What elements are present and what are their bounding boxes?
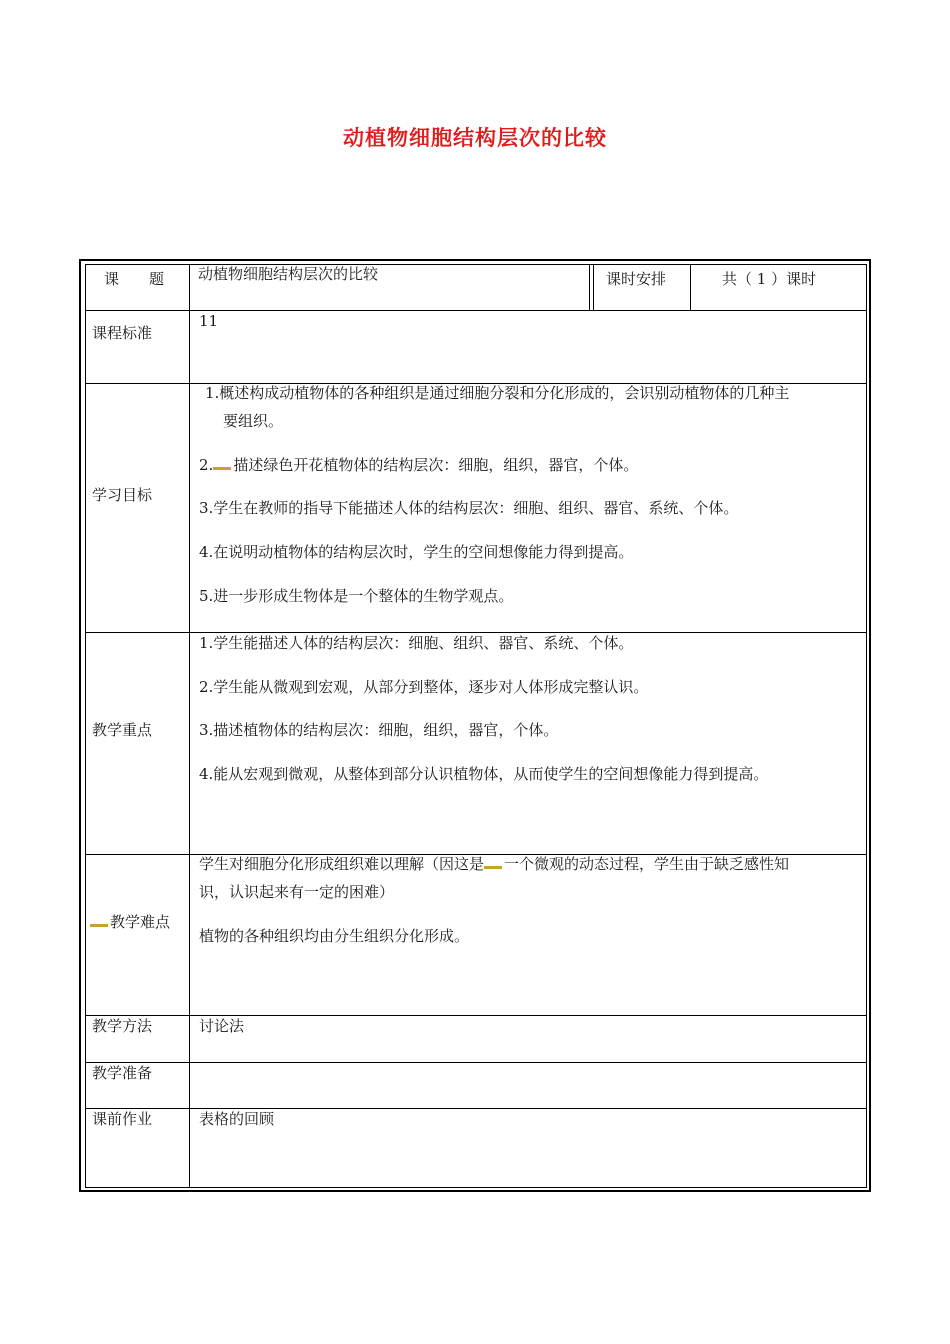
topic-value: 动植物细胞结构层次的比较 xyxy=(198,265,379,283)
label-difficulties xyxy=(90,911,170,933)
objective-1-cont: 要组织。 xyxy=(223,412,284,430)
label-preparation: 教学准备 xyxy=(92,1064,153,1082)
key-point-2: 2.学生能从微观到宏观，从部分到整体，逐步对人体形成完整认识。 xyxy=(199,678,649,696)
highlight-marker xyxy=(90,924,108,927)
header-column-divider xyxy=(593,264,594,310)
objective-5: 5.进一步形成生物体是一个整体的生物学观点。 xyxy=(199,587,514,605)
objective-2-text: 描述绿色开花植物体的结构层次：细胞，组织，器官，个体。 xyxy=(233,456,639,474)
key-point-4: 4.能从宏观到微观，从整体到部分认识植物体，从而使学生的空间想像能力得到提高。 xyxy=(199,765,769,783)
label-homework: 课前作业 xyxy=(92,1110,153,1128)
label-topic: 课 题 xyxy=(104,270,165,288)
objective-3: 3.学生在教师的指导下能描述人体的结构层次：细胞、组织、器官、系统、个体。 xyxy=(199,499,739,517)
label-key-points: 教学重点 xyxy=(92,721,153,739)
label-objectives: 学习目标 xyxy=(92,486,153,504)
row-divider xyxy=(85,1062,867,1063)
label-standard: 课程标准 xyxy=(92,324,153,342)
schedule-value: 共（ 1 ）课时 xyxy=(722,270,817,288)
objective-4: 4.在说明动植物体的结构层次时，学生的空间想像能力得到提高。 xyxy=(199,543,634,561)
label-schedule: 课时安排 xyxy=(606,270,667,288)
difficulty-line-1 xyxy=(199,853,789,875)
label-method: 教学方法 xyxy=(92,1017,153,1035)
method-value: 讨论法 xyxy=(199,1017,245,1035)
homework-value: 表格的回顾 xyxy=(199,1110,275,1128)
highlight-marker xyxy=(213,467,231,470)
key-point-3: 3.描述植物体的结构层次：细胞，组织，器官，个体。 xyxy=(199,721,559,739)
objective-2 xyxy=(199,454,638,476)
objective-2-number: 2. xyxy=(199,456,214,474)
standard-value: 11 xyxy=(199,312,219,330)
label-difficulties-text: 教学难点 xyxy=(110,913,171,931)
table-inner-right-line xyxy=(866,264,867,1188)
header-column-divider xyxy=(690,264,691,310)
table-inner-left-line xyxy=(85,264,86,1188)
table-inner-bottom-line xyxy=(85,1187,867,1188)
difficulty-line-1b: 一个微观的动态过程，学生由于缺乏感性知 xyxy=(504,855,790,873)
header-column-divider xyxy=(589,264,590,310)
difficulty-line-1a: 学生对细胞分化形成组织难以理解（因这是 xyxy=(199,855,485,873)
difficulty-line-2: 识，认识起来有一定的困难） xyxy=(199,883,395,901)
highlight-marker xyxy=(484,866,502,869)
key-point-1: 1.学生能描述人体的结构层次：细胞、组织、器官、系统、个体。 xyxy=(199,634,634,652)
label-column-divider xyxy=(189,264,190,1188)
difficulty-line-3: 植物的各种组织均由分生组织分化形成。 xyxy=(199,927,470,945)
objective-1: 1.概述构成动植物体的各种组织是通过细胞分裂和分化形成的，会识别动植物体的几种主 xyxy=(205,384,790,402)
document-title: 动植物细胞结构层次的比较 xyxy=(343,126,607,150)
